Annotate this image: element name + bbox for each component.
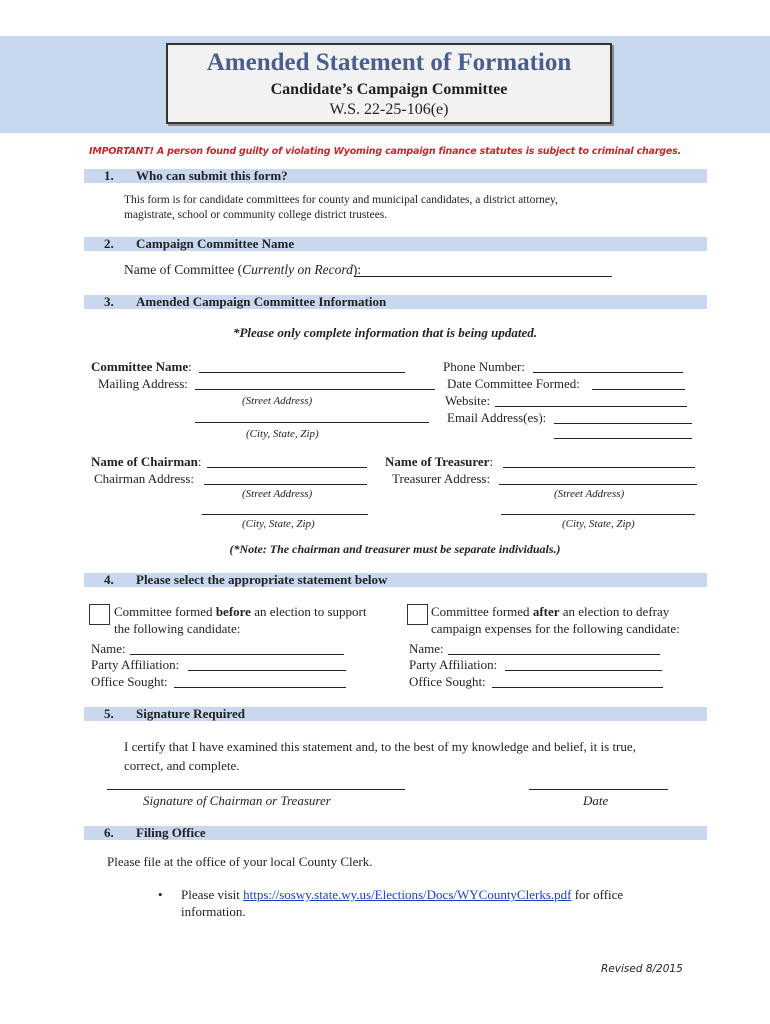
phone-label: Phone Number: bbox=[443, 359, 525, 374]
certification-line-2: correct, and complete. bbox=[124, 758, 240, 773]
section-1-text-2: magistrate, school or community college district trustees. bbox=[124, 209, 388, 221]
county-clerks-link[interactable]: https://soswy.state.wy.us/Elections/Docs/WYCountyClerks.pdf bbox=[243, 887, 572, 902]
website-label: Website: bbox=[445, 393, 491, 408]
title-box bbox=[166, 43, 612, 124]
street-address-caption: (Street Address) bbox=[242, 488, 313, 500]
section-label: Campaign Committee Name bbox=[136, 236, 295, 251]
treasurer-street-input[interactable] bbox=[499, 484, 697, 485]
section-label: Filing Office bbox=[136, 825, 206, 840]
signature-caption: Signature of Chairman or Treasurer bbox=[143, 793, 331, 808]
section-number: 2. bbox=[104, 236, 114, 251]
statute-reference: W.S. 22-25-106(e) bbox=[329, 101, 449, 118]
text: an election to defray bbox=[559, 604, 670, 619]
section-label: Amended Campaign Committee Information bbox=[136, 294, 387, 309]
treasurer-name-input[interactable] bbox=[503, 467, 695, 468]
text: Committee formed bbox=[114, 604, 216, 619]
chairman-name-input[interactable] bbox=[207, 467, 367, 468]
filing-instructions: Please file at the office of your local County Clerk. bbox=[107, 854, 373, 869]
city-state-zip-caption: (City, State, Zip) bbox=[246, 428, 319, 440]
date-formed-input[interactable] bbox=[592, 389, 685, 390]
section-5-header bbox=[84, 707, 707, 721]
section-label: Who can submit this form? bbox=[136, 168, 288, 183]
before-election-line-1 bbox=[114, 604, 366, 620]
important-warning: IMPORTANT! A person found guilty of violating Wyoming campaign finance statutes is subject to criminal charges. bbox=[89, 146, 681, 157]
colon: : bbox=[197, 454, 202, 469]
label-text: Name of Committee ( bbox=[124, 262, 243, 277]
before-election-checkbox[interactable] bbox=[89, 604, 110, 625]
after-election-line-2: campaign expenses for the following candidate: bbox=[431, 621, 680, 636]
right-party-label: Party Affiliation: bbox=[409, 657, 498, 672]
committee-name-text: Committee Name bbox=[91, 359, 189, 374]
email-label: Email Address(es): bbox=[447, 410, 547, 425]
date-input[interactable] bbox=[529, 789, 668, 790]
after-election-checkbox[interactable] bbox=[407, 604, 428, 625]
visit-line-2: information. bbox=[181, 904, 246, 919]
section-number: 1. bbox=[104, 168, 114, 183]
website-input[interactable] bbox=[495, 406, 687, 407]
phone-input[interactable] bbox=[533, 372, 683, 373]
text: Committee formed bbox=[431, 604, 533, 619]
section-3-header bbox=[84, 295, 707, 309]
section-number: 5. bbox=[104, 706, 114, 721]
update-note: *Please only complete information that is being updated. bbox=[232, 325, 538, 340]
chairman-name-row bbox=[91, 454, 202, 470]
chairman-street-input[interactable] bbox=[204, 484, 367, 485]
section-label: Please select the appropriate statement below bbox=[136, 572, 388, 587]
colon: : bbox=[489, 454, 494, 469]
chairman-city-input[interactable] bbox=[202, 514, 368, 515]
treasurer-city-input[interactable] bbox=[501, 514, 695, 515]
treasurer-name-text: Name of Treasurer bbox=[385, 454, 490, 469]
bullet: • bbox=[158, 887, 163, 902]
left-office-label: Office Sought: bbox=[91, 674, 168, 689]
mailing-address-label: Mailing Address: bbox=[98, 376, 188, 391]
text: an election to support bbox=[250, 604, 367, 619]
treasurer-address-label: Treasurer Address: bbox=[392, 471, 491, 486]
chairman-name-text: Name of Chairman bbox=[91, 454, 198, 469]
street-address-caption: (Street Address) bbox=[554, 488, 625, 500]
committee-name-field[interactable] bbox=[354, 276, 612, 277]
chairman-address-label: Chairman Address: bbox=[94, 471, 195, 486]
section-1-text-1: This form is for candidate committees for county and municipal candidates, a district attorney, bbox=[124, 194, 558, 206]
before-election-line-2: the following candidate: bbox=[114, 621, 241, 636]
left-office-input[interactable] bbox=[174, 687, 346, 688]
emphasis: after bbox=[532, 604, 560, 619]
section-number: 6. bbox=[104, 825, 114, 840]
committee-name-label bbox=[124, 262, 361, 278]
right-office-input[interactable] bbox=[492, 687, 663, 688]
left-party-input[interactable] bbox=[188, 670, 346, 671]
section-6-header bbox=[84, 826, 707, 840]
date-caption: Date bbox=[583, 793, 609, 808]
label-end: ): bbox=[352, 262, 362, 277]
after-election-line-1 bbox=[431, 604, 669, 620]
city-state-zip-caption: (City, State, Zip) bbox=[562, 518, 635, 530]
section-number: 4. bbox=[104, 572, 114, 587]
mailing-street-input[interactable] bbox=[195, 389, 435, 390]
right-name-input[interactable] bbox=[448, 654, 660, 655]
left-name-label: Name: bbox=[91, 641, 126, 656]
left-party-label: Party Affiliation: bbox=[91, 657, 180, 672]
city-state-zip-caption: (City, State, Zip) bbox=[242, 518, 315, 530]
section-label: Signature Required bbox=[136, 706, 245, 721]
text: Please visit bbox=[181, 887, 244, 902]
section-1-header bbox=[84, 169, 707, 183]
right-name-label: Name: bbox=[409, 641, 444, 656]
street-address-caption: (Street Address) bbox=[242, 395, 313, 407]
left-name-input[interactable] bbox=[130, 654, 344, 655]
committee-name-input[interactable] bbox=[199, 372, 405, 373]
section-4-header bbox=[84, 573, 707, 587]
revision-date: Revised 8/2015 bbox=[601, 963, 683, 975]
email-input-1[interactable] bbox=[554, 423, 692, 424]
separate-individuals-note: (*Note: The chairman and treasurer must be separate individuals.) bbox=[229, 542, 561, 556]
treasurer-name-row bbox=[385, 454, 493, 470]
email-input-2[interactable] bbox=[554, 438, 692, 439]
date-formed-label: Date Committee Formed: bbox=[447, 376, 580, 391]
colon: : bbox=[188, 359, 192, 374]
emphasis: before bbox=[215, 604, 251, 619]
visit-line bbox=[181, 887, 623, 903]
committee-name-row bbox=[91, 359, 192, 375]
label-italic: Currently on Record bbox=[242, 262, 353, 277]
right-party-input[interactable] bbox=[505, 670, 662, 671]
text: for office bbox=[571, 887, 624, 902]
section-2-header bbox=[84, 237, 707, 251]
mailing-city-input[interactable] bbox=[195, 422, 429, 423]
form-title: Amended Statement of Formation bbox=[206, 49, 572, 76]
form-subtitle: Candidate’s Campaign Committee bbox=[270, 81, 508, 98]
certification-line-1: I certify that I have examined this statement and, to the best of my knowledge and belief, it is true, bbox=[124, 739, 636, 754]
signature-input[interactable] bbox=[107, 789, 405, 790]
right-office-label: Office Sought: bbox=[409, 674, 486, 689]
section-number: 3. bbox=[104, 294, 114, 309]
